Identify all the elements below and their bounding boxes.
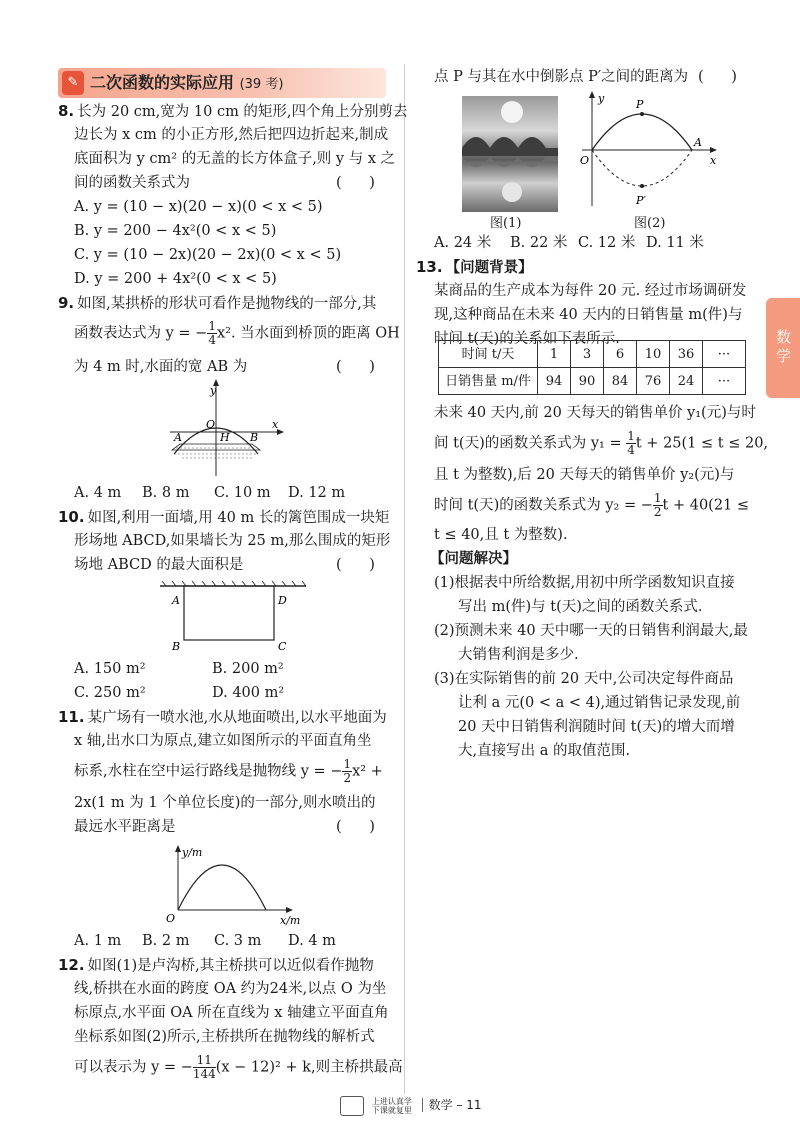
q12-option-a: A. 24 米 (434, 235, 492, 251)
q9-line1: 9. 如图,某拱桥的形状可看作是抛物线的一部分,其 (58, 294, 377, 312)
q9-fig-x: x (272, 418, 279, 431)
q8-line2: 边长为 x cm 的小正方形,然后把四边折起来,制成 (74, 127, 389, 143)
q13-line6: 且 t 为整数),后 20 天每天的销售单价 y₂(元)与 (434, 467, 735, 483)
table-cell: 84 (604, 368, 637, 395)
q8-option-b: B. y = 200 − 4x²(0 < x < 5) (74, 223, 277, 239)
q8-option-d: D. y = 200 + 4x²(0 < x < 5) (74, 271, 277, 287)
table-cell: 76 (637, 368, 670, 395)
q9-option-c: C. 10 m (214, 485, 271, 501)
q12-answer-blank: ( ) (698, 69, 737, 85)
q10-answer-blank: ( ) (336, 557, 375, 573)
q13-s1a: (1)根据表中所给数据,用初中所学函数知识直接 (434, 575, 735, 591)
q9-fig-a: A (174, 431, 182, 444)
q10-line1: 10. 如图,利用一面墙,用 40 m 长的篱笆围成一块矩 (58, 508, 390, 526)
q11-fig-x: x/m (280, 914, 301, 927)
section-title: 二次函数的实际应用 (90, 73, 235, 92)
q9-fig-o: O (206, 418, 216, 431)
q9-line2: 函数表达式为 y = − $\frac{1}{4}$ x². 当水面到桥顶的距离 OH (74, 319, 400, 347)
q9-fraction: $\frac{1}{4}$ (208, 319, 216, 347)
q12-fraction: $\frac{11}{144}$ (192, 1053, 216, 1081)
section-header (58, 68, 386, 98)
q12-line5: 可以表示为 y = − $\frac{11}{144}$ (x − 12)² + k,则主桥拱最高 (74, 1053, 403, 1081)
q11-fig-y: y/m (182, 846, 203, 859)
q9-fig-b: B (250, 431, 259, 444)
q10-fig-b: B (172, 640, 181, 653)
q9-fig-y: y (210, 384, 217, 397)
q11-line4: 2x(1 m 为 1 个单位长度)的一部分,则水喷出的 (74, 795, 376, 811)
q11-fig-o: O (166, 912, 176, 925)
q12-option-d: D. 11 米 (646, 235, 704, 251)
q8-option-c: C. y = (10 − 2x)(20 − 2x)(0 < x < 5) (74, 247, 342, 263)
q12-fig-p-prime: P′ (636, 194, 646, 207)
fig2-caption: 图(2) (634, 216, 666, 231)
table-cell: 90 (571, 368, 604, 395)
q9-answer-blank: ( ) (336, 359, 375, 375)
q11-option-c: C. 3 m (214, 933, 262, 949)
q12-parabola-figure (572, 90, 722, 208)
q12-line6: 点 P 与其在水中倒影点 P′之间的距离为 (434, 69, 689, 85)
q12-fig-x: x (710, 154, 717, 167)
q12-fig-p: P (636, 98, 644, 111)
q9-option-b: B. 8 m (142, 485, 190, 501)
q13-line8: t ≤ 40,且 t 为整数). (434, 527, 568, 543)
q13-line5: 间 t(天)的函数关系式为 y₁ = $\frac{1}{4}$ t + 25(1 ≤ t ≤ 20, (434, 429, 769, 457)
q11-line5: 最远水平距离是 (74, 819, 176, 835)
q13-s3a: (3)在实际销售的前 20 天中,公司决定每件商品 (434, 671, 734, 687)
q10-line3: 场地 ABCD 的最大面积是 (74, 557, 244, 573)
q8-line1: 8. 长为 20 cm,宽为 10 cm 的矩形,四个角上分别剪去 (58, 102, 408, 120)
q13-line1: 某商品的生产成本为每件 20 元. 经过市场调研发 (434, 283, 747, 299)
q9-line3: 为 4 m 时,水面的宽 AB 为 (74, 359, 248, 375)
bridge-photo-overlay (462, 96, 558, 212)
table-cell: 10 (637, 341, 670, 368)
sales-table (438, 340, 746, 395)
q9-option-a: A. 4 m (74, 485, 122, 501)
q11-line2: x 轴,出水口为原点,建立如图所示的平面直角坐 (74, 733, 372, 749)
q13-heading: 13. 【问题背景】 (416, 258, 533, 276)
q13-line3: 时间 t(天)的关系如下表所示. (434, 331, 620, 347)
table-row (439, 341, 746, 368)
table-cell: 94 (538, 368, 571, 395)
q11-option-d: D. 4 m (288, 933, 336, 949)
q12-line3: 标原点,水平面 OA 所在直线为 x 轴建立平面直角 (74, 1005, 389, 1021)
q12-fig-o: O (580, 154, 590, 167)
q11-fraction: $\frac{1}{2}$ (343, 757, 352, 785)
q13-line7: 时间 t(天)的函数关系式为 y₂ = − $\frac{1}{2}$ t + 40(21 ≤ (434, 491, 750, 519)
q11-answer-blank: ( ) (336, 819, 375, 835)
table-cell: 1 (538, 341, 571, 368)
q11-option-a: A. 1 m (74, 933, 122, 949)
brand-logo-icon (340, 1096, 364, 1116)
q8-line3: 底面积为 y cm² 的无盖的长方体盒子,则 y 与 x 之 (74, 151, 396, 167)
q9-option-d: D. 12 m (288, 485, 346, 501)
table-cell: 6 (604, 341, 637, 368)
q10-fig-a: A (172, 594, 180, 607)
q13-s3b: 让利 a 元(0 < a < 4),通过销售记录发现,前 (458, 695, 741, 711)
table-cell: 24 (670, 368, 703, 395)
table-cell: 36 (670, 341, 703, 368)
q10-option-c: C. 250 m² (74, 685, 146, 701)
fig1-caption: 图(1) (490, 216, 522, 231)
q10-option-d: D. 400 m² (212, 685, 285, 701)
q13-line2: 现,这种商品在未来 40 天内的日销售量 m(件)与 (434, 307, 743, 323)
page-number: 数学 – 11 (422, 1098, 482, 1112)
table-cell: ··· (703, 341, 746, 368)
q13-s1b: 写出 m(件)与 t(天)之间的函数关系式. (458, 599, 703, 615)
q13-s3d: 大,直接写出 a 的取值范围. (458, 743, 631, 759)
q13-s2b: 大销售利润是多少. (458, 647, 579, 663)
q13-solve-heading: 【问题解决】 (430, 551, 517, 567)
section-count: (39 考) (239, 77, 284, 92)
q12-line4: 坐标系如图(2)所示,主桥拱所在抛物线的解析式 (74, 1029, 375, 1045)
q8-option-a: A. y = (10 − x)(20 − x)(0 < x < 5) (74, 199, 323, 215)
table-row (439, 368, 746, 395)
table-cell: 3 (571, 341, 604, 368)
notebook-icon: ✎ (62, 71, 84, 95)
page-footer (340, 1094, 482, 1117)
q11-line3: 标系,水柱在空中运行路线是抛物线 y = − $\frac{1}{2}$ x² + (74, 757, 383, 785)
q13-line4: 未来 40 天内,前 20 天每天的销售单价 y₁(元)与时 (434, 405, 756, 421)
q12-line1: 12. 如图(1)是卢沟桥,其主桥拱可以近似看作抛物 (58, 956, 374, 974)
q8-answer-blank: ( ) (336, 175, 375, 191)
q13-s3c: 20 天中日销售利润随时间 t(天)的增大而增 (458, 719, 735, 735)
table-cell: 时间 t/天 (439, 341, 538, 368)
q12-line2: 线,桥拱在水面的跨度 OA 约为24米,以点 O 为坐 (74, 981, 387, 997)
q9-fig-h: H (220, 431, 230, 444)
q13-s2a: (2)预测未来 40 天中哪一天的日销售利润最大,最 (434, 623, 748, 639)
table-cell: ··· (703, 368, 746, 395)
q10-option-b: B. 200 m² (212, 661, 284, 677)
q11-line1: 11. 某广场有一喷水池,水从地面喷出,以水平地面为 (58, 708, 387, 726)
y1-fraction: $\frac{1}{4}$ (627, 429, 635, 457)
q10-fig-c: C (278, 640, 287, 653)
q12-option-c: C. 12 米 (578, 235, 636, 251)
q10-option-a: A. 150 m² (74, 661, 146, 677)
q12-fig-a: A (694, 136, 702, 149)
column-divider (404, 64, 405, 1094)
y2-fraction: $\frac{1}{2}$ (653, 491, 662, 519)
q10-rectangle-figure (158, 580, 308, 656)
q11-option-b: B. 2 m (142, 933, 190, 949)
footer-slogan: 上进认真学 下课就复里 (371, 1096, 412, 1115)
q11-fountain-figure (160, 842, 310, 928)
subject-tab: 数学 (766, 298, 800, 398)
q10-fig-d: D (278, 594, 287, 607)
table-cell: 日销售量 m/件 (439, 368, 538, 395)
q10-line2: 形场地 ABCD,如果墙长为 25 m,那么围成的矩形 (74, 533, 391, 549)
q12-fig-y: y (598, 92, 605, 105)
q9-bridge-figure (168, 378, 288, 478)
q12-option-b: B. 22 米 (510, 235, 568, 251)
q8-line4: 间的函数关系式为 (74, 175, 190, 191)
